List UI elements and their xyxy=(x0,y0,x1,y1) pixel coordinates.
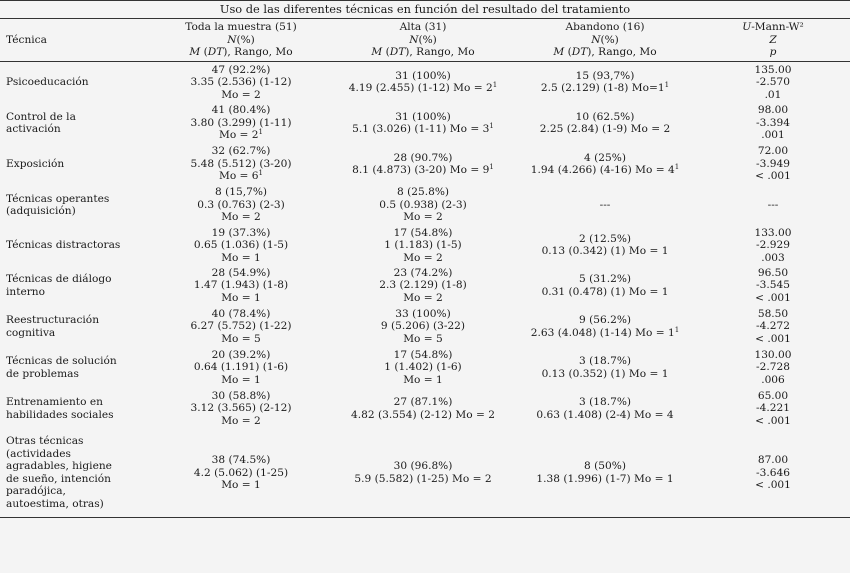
cell-abandono xyxy=(514,226,696,266)
cell-toda-la-muestra-line: 3.35 (2.536) (1-12) xyxy=(190,76,292,88)
cell-toda-la-muestra xyxy=(150,265,332,306)
cell-mann-whitney-line: -2.728 xyxy=(756,361,790,374)
header-tecnica: Técnica xyxy=(0,19,150,62)
cell-mann-whitney xyxy=(696,306,850,347)
header-col4-z: Z xyxy=(769,33,777,46)
cell-alta-line: Mo = 2 xyxy=(403,211,443,224)
cell-mann-whitney-line: 98.00 xyxy=(757,104,789,117)
cell-abandono-line: 2.63 (4.048) (1-14) $Mo = 1^1$ xyxy=(530,325,680,339)
technique-cell xyxy=(0,429,150,517)
header-col1-dt: DT xyxy=(207,46,224,59)
cell-toda-la-muestra xyxy=(150,347,332,388)
technique-cell-line: autoestima, otras) xyxy=(6,497,104,510)
cell-toda-la-muestra-line: 20 (39.2%) xyxy=(211,348,271,361)
cell-mann-whitney-line: -2.570 xyxy=(756,76,790,88)
cell-toda-la-muestra-line: 0.3 (0.763) (2-3) xyxy=(197,198,285,211)
cell-mann-whitney-line: < .001 xyxy=(755,414,791,427)
cell-toda-la-muestra xyxy=(150,103,332,144)
cell-mann-whitney-line: -4.272 xyxy=(756,320,790,333)
technique-cell-line: Otras técnicas xyxy=(6,435,84,448)
technique-cell xyxy=(0,185,150,226)
cell-mann-whitney-line: 96.50 xyxy=(757,266,789,279)
table-body xyxy=(0,62,850,518)
cell-mann-whitney-line: .003 xyxy=(761,251,785,264)
technique-cell-line: Técnicas de solución xyxy=(6,355,117,367)
cell-abandono xyxy=(514,265,696,306)
technique-cell xyxy=(0,226,150,266)
cell-alta xyxy=(332,144,514,185)
technique-cell xyxy=(0,388,150,429)
header-col3-title: Abandono (16) xyxy=(565,21,645,34)
header-col1-title: Toda la muestra (51) xyxy=(185,21,297,34)
cell-abandono-line: 9 (56.2%) xyxy=(578,314,632,326)
header-col3-paren: ( xyxy=(567,46,572,59)
cell-alta-line: Mo = 1 xyxy=(403,373,443,386)
table-row xyxy=(0,265,850,306)
cell-alta xyxy=(332,103,514,144)
table-row xyxy=(0,144,850,185)
cell-alta xyxy=(332,226,514,266)
technique-cell-line: Reestructuración xyxy=(6,314,100,326)
cell-mann-whitney xyxy=(696,265,850,306)
cell-abandono-line: 0.13 (0.352) (1) Mo = 1 xyxy=(541,367,669,380)
technique-cell-line: de problemas xyxy=(6,367,79,380)
header-col4-p: p xyxy=(769,46,777,59)
cell-abandono xyxy=(514,388,696,429)
cell-toda-la-muestra-line: 1.47 (1.943) (1-8) xyxy=(193,279,289,292)
cell-alta-line: 0.5 (0.938) (2-3) xyxy=(379,198,467,211)
cell-mann-whitney-line: -3.394 xyxy=(756,116,790,129)
cell-abandono xyxy=(514,429,696,517)
cell-abandono-line: 1.38 (1.996) (1-7) Mo = 1 xyxy=(536,472,674,485)
cell-mann-whitney-line: 135.00 xyxy=(754,63,792,76)
cell-alta-line: 17 (54.8%) xyxy=(393,226,453,239)
technique-cell-line: Técnicas operantes xyxy=(6,192,110,205)
header-col2-paren: ( xyxy=(385,46,390,59)
cell-abandono xyxy=(514,347,696,388)
cell-mann-whitney xyxy=(696,429,850,517)
cell-alta xyxy=(332,62,514,103)
technique-cell-line: habilidades sociales xyxy=(6,408,114,421)
cell-mann-whitney-line: .01 xyxy=(764,88,782,101)
header-col3-pct: (%) xyxy=(600,33,619,46)
technique-cell xyxy=(0,62,150,103)
cell-toda-la-muestra-line: 6.27 (5.752) (1-22) xyxy=(190,320,292,333)
technique-cell-line: Técnicas de diálogo xyxy=(6,273,112,285)
cell-alta-line: 9 (5.206) (3-22) xyxy=(380,320,466,333)
cell-alta xyxy=(332,265,514,306)
cell-mann-whitney xyxy=(696,185,850,226)
technique-cell xyxy=(0,347,150,388)
cell-mann-whitney xyxy=(696,62,850,103)
cell-mann-whitney-line: -3.545 xyxy=(756,279,790,292)
technique-cell-line: (adquisición) xyxy=(6,205,76,217)
technique-cell-line: (actividades xyxy=(6,447,71,460)
cell-toda-la-muestra-line: Mo = 2 xyxy=(221,414,261,427)
header-mann-whitney xyxy=(696,19,850,62)
cell-toda-la-muestra-line: 38 (74.5%) xyxy=(211,454,271,466)
cell-toda-la-muestra-line: $Mo = 2^1$ xyxy=(218,128,264,142)
cell-mann-whitney-line: .001 xyxy=(761,129,785,142)
technique-cell-line: Psicoeducación xyxy=(6,76,89,88)
cell-mann-whitney-line: < .001 xyxy=(755,170,791,183)
cell-mann-whitney-line: 58.50 xyxy=(757,307,789,320)
header-col2-dt: DT xyxy=(389,46,406,59)
cell-abandono xyxy=(514,103,696,144)
cell-abandono xyxy=(514,62,696,103)
cell-toda-la-muestra-line: 4.2 (5.062) (1-25) xyxy=(193,466,289,479)
header-alta xyxy=(332,19,514,62)
cell-alta-line: 4.19 (2.455) (1-12) $Mo = 2^1$ xyxy=(348,81,498,95)
cell-mann-whitney-line: --- xyxy=(767,198,779,211)
cell-alta xyxy=(332,185,514,226)
header-col2-pct: (%) xyxy=(418,33,437,46)
header-toda-la-muestra xyxy=(150,19,332,62)
cell-abandono-line: 3 (18.7%) xyxy=(578,396,632,408)
cell-abandono-line: 0.31 (0.478) (1) Mo = 1 xyxy=(541,285,669,298)
cell-alta-line: Mo = 5 xyxy=(403,332,443,345)
cell-alta-line: 8 (25.8%) xyxy=(396,186,450,199)
table-row xyxy=(0,185,850,226)
cell-mann-whitney xyxy=(696,347,850,388)
technique-cell-line: cognitiva xyxy=(6,326,56,339)
cell-abandono xyxy=(514,185,696,226)
cell-alta-line: 5.1 (3.026) (1-11) $Mo = 3^1$ xyxy=(352,122,494,135)
header-col2-title: Alta (31) xyxy=(399,21,447,34)
cell-toda-la-muestra-line: 3.12 (3.565) (2-12) xyxy=(190,402,292,415)
cell-alta-line: 1 (1.402) (1-6) xyxy=(384,361,462,374)
cell-toda-la-muestra-line: 0.65 (1.036) (1-5) xyxy=(193,239,289,251)
cell-alta-line: 1 (1.183) (1-5) xyxy=(384,239,462,251)
cell-abandono-line: 2.5 (2.129) (1-8) $Mo=1^1$ xyxy=(540,81,670,95)
cell-mann-whitney-line: 72.00 xyxy=(757,145,789,158)
cell-toda-la-muestra xyxy=(150,306,332,347)
cell-abandono-line: 3 (18.7%) xyxy=(578,355,632,367)
cell-toda-la-muestra-line: 3.80 (3.299) (1-11) xyxy=(190,116,292,129)
cell-toda-la-muestra-line: 0.64 (1.191) (1-6) xyxy=(193,361,289,374)
cell-alta-line: 8.1 (4.873) (3-20) $Mo = 9^1$ xyxy=(352,163,494,176)
header-col2-rango: ), Rango, Mo xyxy=(405,46,475,59)
cell-alta-line: 28 (90.7%) xyxy=(393,151,453,164)
cell-alta-line: 31 (100%) xyxy=(395,110,451,123)
cell-toda-la-muestra-line: Mo = 2 xyxy=(221,211,261,224)
header-col3-n: N xyxy=(591,33,601,46)
cell-toda-la-muestra-line: 47 (92.2%) xyxy=(211,63,271,76)
table-row xyxy=(0,347,850,388)
cell-toda-la-muestra-line: Mo = 1 xyxy=(221,479,261,491)
cell-alta-line: 5.9 (5.582) (1-25) Mo = 2 xyxy=(354,472,492,485)
cell-abandono xyxy=(514,306,696,347)
cell-alta-line: 31 (100%) xyxy=(395,69,451,82)
cell-toda-la-muestra-line: 19 (37.3%) xyxy=(211,226,271,239)
cell-alta-line: Mo = 2 xyxy=(403,291,443,304)
cell-toda-la-muestra xyxy=(150,226,332,266)
technique-cell xyxy=(0,103,150,144)
cell-mann-whitney-line: 65.00 xyxy=(757,389,789,402)
cell-toda-la-muestra xyxy=(150,144,332,185)
cell-abandono-line: 10 (62.5%) xyxy=(575,110,635,123)
header-col2-m: M xyxy=(371,46,383,59)
cell-abandono-line: 0.13 (0.342) (1) Mo = 1 xyxy=(541,245,669,258)
technique-cell-line: Control de la xyxy=(6,110,76,123)
technique-cell xyxy=(0,306,150,347)
cell-toda-la-muestra xyxy=(150,62,332,103)
cell-mann-whitney-line: < .001 xyxy=(755,291,791,304)
header-col3-m: M xyxy=(553,46,565,59)
cell-mann-whitney xyxy=(696,388,850,429)
header-col4-mann: -Mann-W² xyxy=(751,21,804,34)
technique-cell-line: interno xyxy=(6,285,46,298)
cell-mann-whitney-line: -2.929 xyxy=(756,239,790,251)
cell-abandono-line: 5 (31.2%) xyxy=(578,273,632,285)
header-row xyxy=(0,19,850,62)
cell-alta xyxy=(332,306,514,347)
cell-mann-whitney-line: -4.221 xyxy=(756,402,790,415)
cell-mann-whitney xyxy=(696,103,850,144)
cell-toda-la-muestra-line: $Mo = 6^1$ xyxy=(218,169,264,183)
header-col1-paren: ( xyxy=(203,46,208,59)
cell-abandono-line: --- xyxy=(599,198,611,211)
cell-toda-la-muestra-line: Mo = 2 xyxy=(221,88,261,101)
cell-mann-whitney-line: 87.00 xyxy=(757,454,789,466)
cell-alta-line: 17 (54.8%) xyxy=(393,348,453,361)
technique-cell xyxy=(0,265,150,306)
cell-alta-line: 33 (100%) xyxy=(395,307,451,320)
technique-cell-line: Técnicas distractoras xyxy=(6,239,121,251)
header-col1-m: M xyxy=(189,46,201,59)
cell-toda-la-muestra xyxy=(150,185,332,226)
cell-abandono-line: 8 (50%) xyxy=(584,460,626,473)
cell-mann-whitney-line: 130.00 xyxy=(754,348,792,361)
header-col3-rango: ), Rango, Mo xyxy=(587,46,657,59)
header-col1-n: N xyxy=(227,33,237,46)
cell-mann-whitney-line: < .001 xyxy=(755,479,791,491)
cell-abandono-line: 2 (12.5%) xyxy=(578,232,632,245)
cell-toda-la-muestra-line: 41 (80.4%) xyxy=(211,104,271,117)
header-col4-u: U xyxy=(742,21,752,34)
cell-toda-la-muestra-line: 30 (58.8%) xyxy=(211,389,271,402)
cell-toda-la-muestra xyxy=(150,429,332,517)
cell-mann-whitney-line: .006 xyxy=(761,373,785,386)
cell-abandono-line: 4 (25%) xyxy=(584,151,626,164)
cell-mann-whitney-line: < .001 xyxy=(755,332,791,345)
technique-cell-line: paradójica, xyxy=(6,485,66,498)
table-row xyxy=(0,226,850,266)
header-col1-pct: (%) xyxy=(236,33,255,46)
cell-mann-whitney xyxy=(696,144,850,185)
cell-mann-whitney-line: -3.949 xyxy=(756,157,790,170)
cell-toda-la-muestra-line: Mo = 1 xyxy=(221,251,261,264)
cell-abandono-line: 2.25 (2.84) (1-9) Mo = 2 xyxy=(539,123,671,135)
table-row xyxy=(0,388,850,429)
table-row xyxy=(0,103,850,144)
cell-abandono-line: 1.94 (4.266) (4-16) $Mo = 4^1$ xyxy=(530,163,680,176)
table-row xyxy=(0,306,850,347)
cell-toda-la-muestra-line: Mo = 1 xyxy=(221,291,261,304)
header-col2-n: N xyxy=(409,33,419,46)
cell-toda-la-muestra-line: 8 (15,7%) xyxy=(214,186,268,199)
technique-cell-line: Exposición xyxy=(6,157,65,170)
table-row xyxy=(0,429,850,517)
cell-toda-la-muestra-line: 5.48 (5.512) (3-20) xyxy=(190,157,292,170)
cell-alta xyxy=(332,429,514,517)
table-row xyxy=(0,62,850,103)
technique-cell-line: activación xyxy=(6,123,61,135)
cell-alta-line: 4.82 (3.554) (2-12) Mo = 2 xyxy=(351,408,495,421)
cell-toda-la-muestra-line: Mo = 1 xyxy=(221,373,261,386)
cell-abandono xyxy=(514,144,696,185)
cell-toda-la-muestra-line: 32 (62.7%) xyxy=(211,145,271,158)
cell-mann-whitney-line: -3.646 xyxy=(756,466,790,479)
cell-mann-whitney-line: 133.00 xyxy=(754,226,792,239)
cell-alta-line: 23 (74.2%) xyxy=(393,266,453,279)
cell-abandono-line: 15 (93,7%) xyxy=(575,69,635,82)
cell-alta-line: 27 (87.1%) xyxy=(393,396,453,408)
cell-alta xyxy=(332,388,514,429)
technique-cell xyxy=(0,144,150,185)
header-col3-dt: DT xyxy=(571,46,588,59)
cell-toda-la-muestra-line: 40 (78.4%) xyxy=(211,307,271,320)
cell-alta-line: 2.3 (2.129) (1-8) xyxy=(379,279,467,292)
technique-cell-line: Entrenamiento en xyxy=(6,396,103,408)
cell-toda-la-muestra-line: Mo = 5 xyxy=(221,332,261,345)
cell-alta xyxy=(332,347,514,388)
cell-toda-la-muestra-line: 28 (54.9%) xyxy=(211,266,271,279)
header-abandono xyxy=(514,19,696,62)
cell-toda-la-muestra xyxy=(150,388,332,429)
technique-cell-line: agradables, higiene xyxy=(6,460,112,473)
cell-alta-line: 30 (96.8%) xyxy=(393,460,453,473)
cell-alta-line: Mo = 2 xyxy=(403,251,443,264)
table-caption: Uso de las diferentes técnicas en función del resultado del tratamiento xyxy=(0,1,850,19)
header-col1-rango: ), Rango, Mo xyxy=(223,46,293,59)
cell-abandono-line: 0.63 (1.408) (2-4) Mo = 4 xyxy=(536,408,674,421)
technique-cell-line: de sueño, intención xyxy=(6,472,111,485)
cell-mann-whitney xyxy=(696,226,850,266)
